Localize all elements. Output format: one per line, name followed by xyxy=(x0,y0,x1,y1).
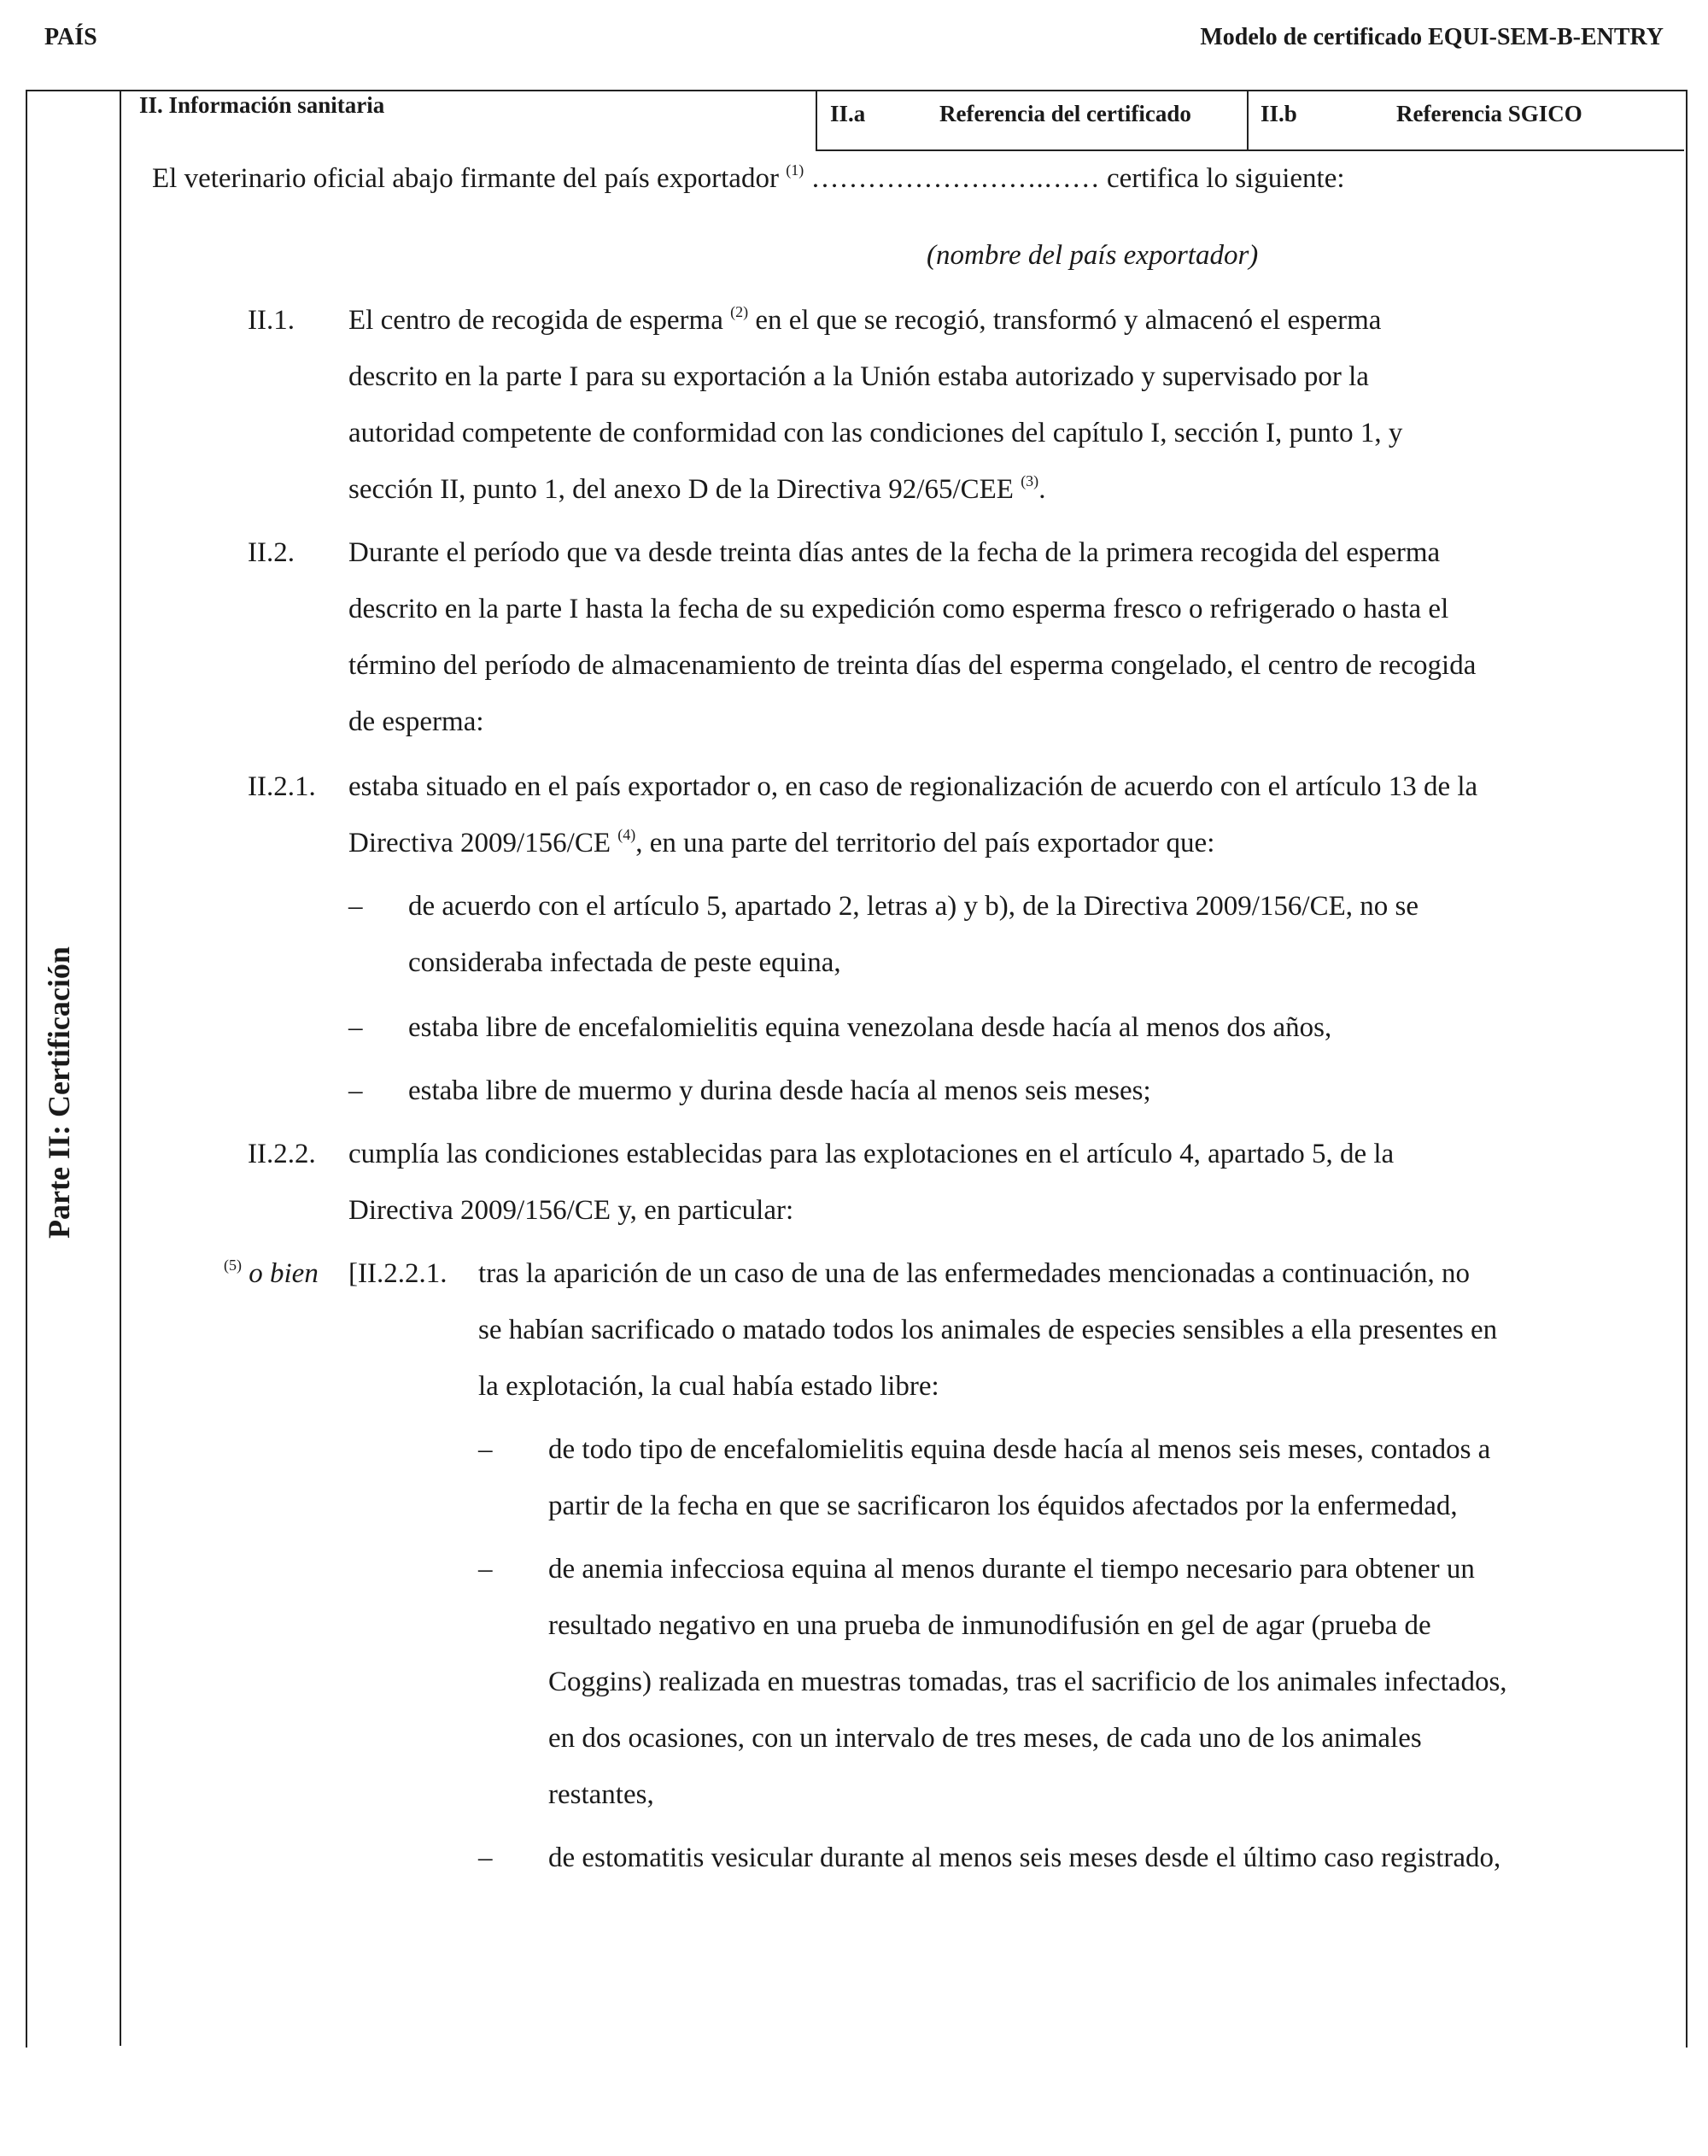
clause-line: término del período de almacenamiento de treinta días del esperma congelado, el centro de recogida xyxy=(348,650,1477,681)
clause-line: Directiva 2009/156/CE y, en particular: xyxy=(348,1195,794,1226)
bullet-line: de estomatitis vesicular durante al menos seis meses desde el último caso registrado, xyxy=(548,1843,1501,1873)
section-title: II. Información sanitaria xyxy=(139,92,385,118)
clause-line: tras la aparición de un caso de una de las enfermedades mencionadas a continuación, no xyxy=(478,1258,1470,1289)
clause-line: de esperma: xyxy=(348,706,484,737)
bullet-line: de acuerdo con el artículo 5, apartado 2, letras a) y b), de la Directiva 2009/156/CE, no se xyxy=(408,891,1418,922)
country-fill-dots[interactable]: …………………….…… xyxy=(810,163,1100,194)
bullet-line: de anemia infecciosa equina al menos durante el tiempo necesario para obtener un xyxy=(548,1554,1475,1585)
clause-text: El centro de recogida de esperma xyxy=(348,305,723,336)
clause-number: [II.2.2.1. xyxy=(348,1258,447,1289)
country-name-hint: (nombre del país exportador) xyxy=(927,240,1259,271)
bullet-dash: – xyxy=(478,1843,493,1873)
option-o-bien: o bien xyxy=(249,1258,319,1289)
certificate-model: Modelo de certificado EQUI-SEM-B-ENTRY xyxy=(1200,24,1664,50)
bullet-line: de todo tipo de encefalomielitis equina desde hacía al menos seis meses, contados a xyxy=(548,1434,1491,1465)
bullet-line: consideraba infectada de peste equina, xyxy=(408,947,841,978)
bullet-line: Coggins) realizada en muestras tomadas, tras el sacrificio de los animales infectados, xyxy=(548,1667,1507,1697)
clause-line: autoridad competente de conformidad con las condiciones del capítulo I, sección I, punto 1, y xyxy=(348,418,1403,448)
clause-number: II.2.2. xyxy=(248,1139,316,1169)
clause-number: II.1. xyxy=(248,305,295,336)
footnote-ref: (2) xyxy=(730,303,749,320)
bullet-dash: – xyxy=(348,1012,363,1043)
ref-code-a: II.a xyxy=(830,101,866,126)
clause-line: la explotación, la cual había estado libre: xyxy=(478,1371,939,1402)
intro-text: El veterinario oficial abajo firmante del país exportador xyxy=(152,163,779,194)
clause-text: . xyxy=(1038,474,1046,505)
bullet-dash: – xyxy=(478,1554,493,1585)
bullet-line: en dos ocasiones, con un intervalo de tres meses, de cada uno de los animales xyxy=(548,1723,1422,1754)
clause-line: se habían sacrificado o matado todos los animales de especies sensibles a ella presentes en xyxy=(478,1315,1498,1345)
certificate-reference-label: Referencia del certificado xyxy=(939,101,1191,126)
side-column-divider xyxy=(120,90,121,2046)
clause-number: II.2. xyxy=(248,537,295,568)
clause-line: descrito en la parte I hasta la fecha de su expedición como esperma fresco o refrigerado o hasta el xyxy=(348,594,1449,624)
clause-line: descrito en la parte I para su exportación a la Unión estaba autorizado y supervisado por la xyxy=(348,361,1369,392)
footnote-ref: (1) xyxy=(786,161,804,179)
bullet-line: estaba libre de muermo y durina desde hacía al menos seis meses; xyxy=(408,1075,1151,1106)
bullet-line: restantes, xyxy=(548,1779,654,1810)
bullet-dash: – xyxy=(478,1434,493,1465)
clause-line: Durante el período que va desde treinta días antes de la fecha de la primera recogida del esperma xyxy=(348,537,1441,568)
bullet-line: estaba libre de encefalomielitis equina venezolana desde hacía al menos dos años, xyxy=(408,1012,1332,1043)
bullet-dash: – xyxy=(348,1075,363,1106)
clause-line: estaba situado en el país exportador o, en caso de regionalización de acuerdo con el artículo 13 de la xyxy=(348,771,1478,802)
clause-line xyxy=(348,815,1214,871)
ref-box-divider-b xyxy=(1247,90,1249,149)
clause-line xyxy=(348,461,1045,518)
bullet-line: partir de la fecha en que se sacrificaron los équidos afectados por la enfermedad, xyxy=(548,1491,1458,1521)
intro-text-end: certifica lo siguiente: xyxy=(1106,163,1345,194)
option-marker xyxy=(224,1245,319,1302)
bullet-line: resultado negativo en una prueba de inmunodifusión en gel de agar (prueba de xyxy=(548,1610,1431,1641)
clause-line xyxy=(348,292,1381,349)
footnote-ref: (3) xyxy=(1021,472,1039,489)
clause-text: sección II, punto 1, del anexo D de la Directiva 92/65/CEE xyxy=(348,474,1014,505)
bullet-dash: – xyxy=(348,891,363,922)
sgico-reference-label: Referencia SGICO xyxy=(1396,101,1582,126)
footnote-ref: (4) xyxy=(617,826,636,843)
intro-line xyxy=(152,150,1345,207)
clause-text: en el que se recogió, transformó y almacenó el esperma xyxy=(755,305,1382,336)
country-label: PAÍS xyxy=(44,24,97,50)
clause-number: II.2.1. xyxy=(248,771,316,802)
clause-text: Directiva 2009/156/CE xyxy=(348,828,611,858)
footnote-ref: (5) xyxy=(224,1257,242,1274)
clause-text: , en una parte del territorio del país exportador que: xyxy=(635,828,1215,858)
side-part-label: Parte II: Certificación xyxy=(42,946,76,1239)
ref-box-divider-a xyxy=(816,90,817,149)
ref-code-b: II.b xyxy=(1261,101,1297,126)
clause-line: cumplía las condiciones establecidas para las explotaciones en el artículo 4, apartado 5, de la xyxy=(348,1139,1395,1169)
